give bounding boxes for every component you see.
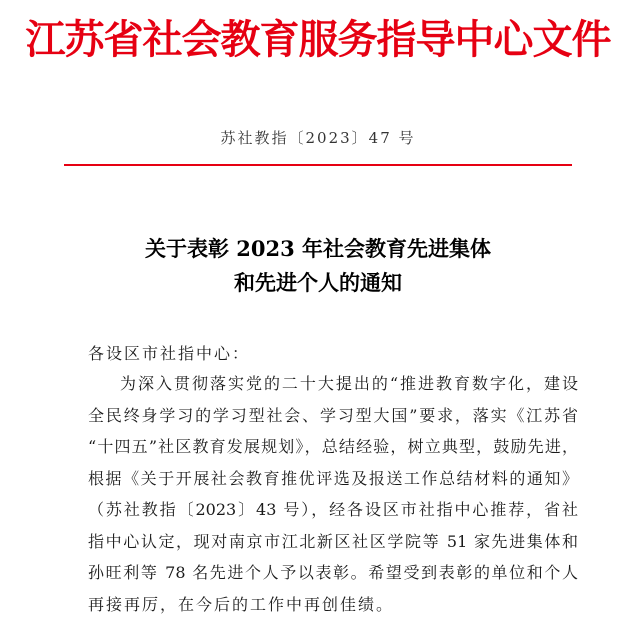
body-line-6: 指中心认定，现对南京市江北新区社区学院等 51 家先进集体和 [88, 532, 578, 551]
body-line-7: 孙旺利等 78 名先进个人予以表彰。希望受到表彰的单位和个人 [88, 563, 578, 582]
salutation: 各设区市社指中心： [88, 344, 251, 363]
document-number: 苏社教指〔2023〕47 号 [220, 129, 416, 147]
body-line-5: （苏社教指〔2023〕43 号），经各设区市社指中心推荐，省社 [88, 500, 578, 519]
document-title-line-2: 和先进个人的通知 [234, 270, 402, 295]
body-line-1: 为深入贯彻落实党的二十大提出的“推进教育数字化，建设 [120, 374, 578, 393]
body-line-2: 全民终身学习的学习型社会、学习型大国”要求，落实《江苏省 [88, 406, 578, 425]
issuer-heading: 江苏省社会教育服务指导中心文件 [25, 16, 611, 63]
document-title-line-1: 关于表彰 2023 年社会教育先进集体 [144, 236, 492, 261]
red-divider-line [64, 164, 572, 166]
body-line-4: 根据《关于开展社会教育推优评选及报送工作总结材料的通知》 [88, 469, 578, 488]
body-line-8: 再接再厉，在今后的工作中再创佳绩。 [88, 595, 395, 614]
document-title [0, 232, 636, 300]
body-line-3: “十四五”社区教育发展规划》，总结经验，树立典型，鼓励先进， [88, 437, 578, 456]
